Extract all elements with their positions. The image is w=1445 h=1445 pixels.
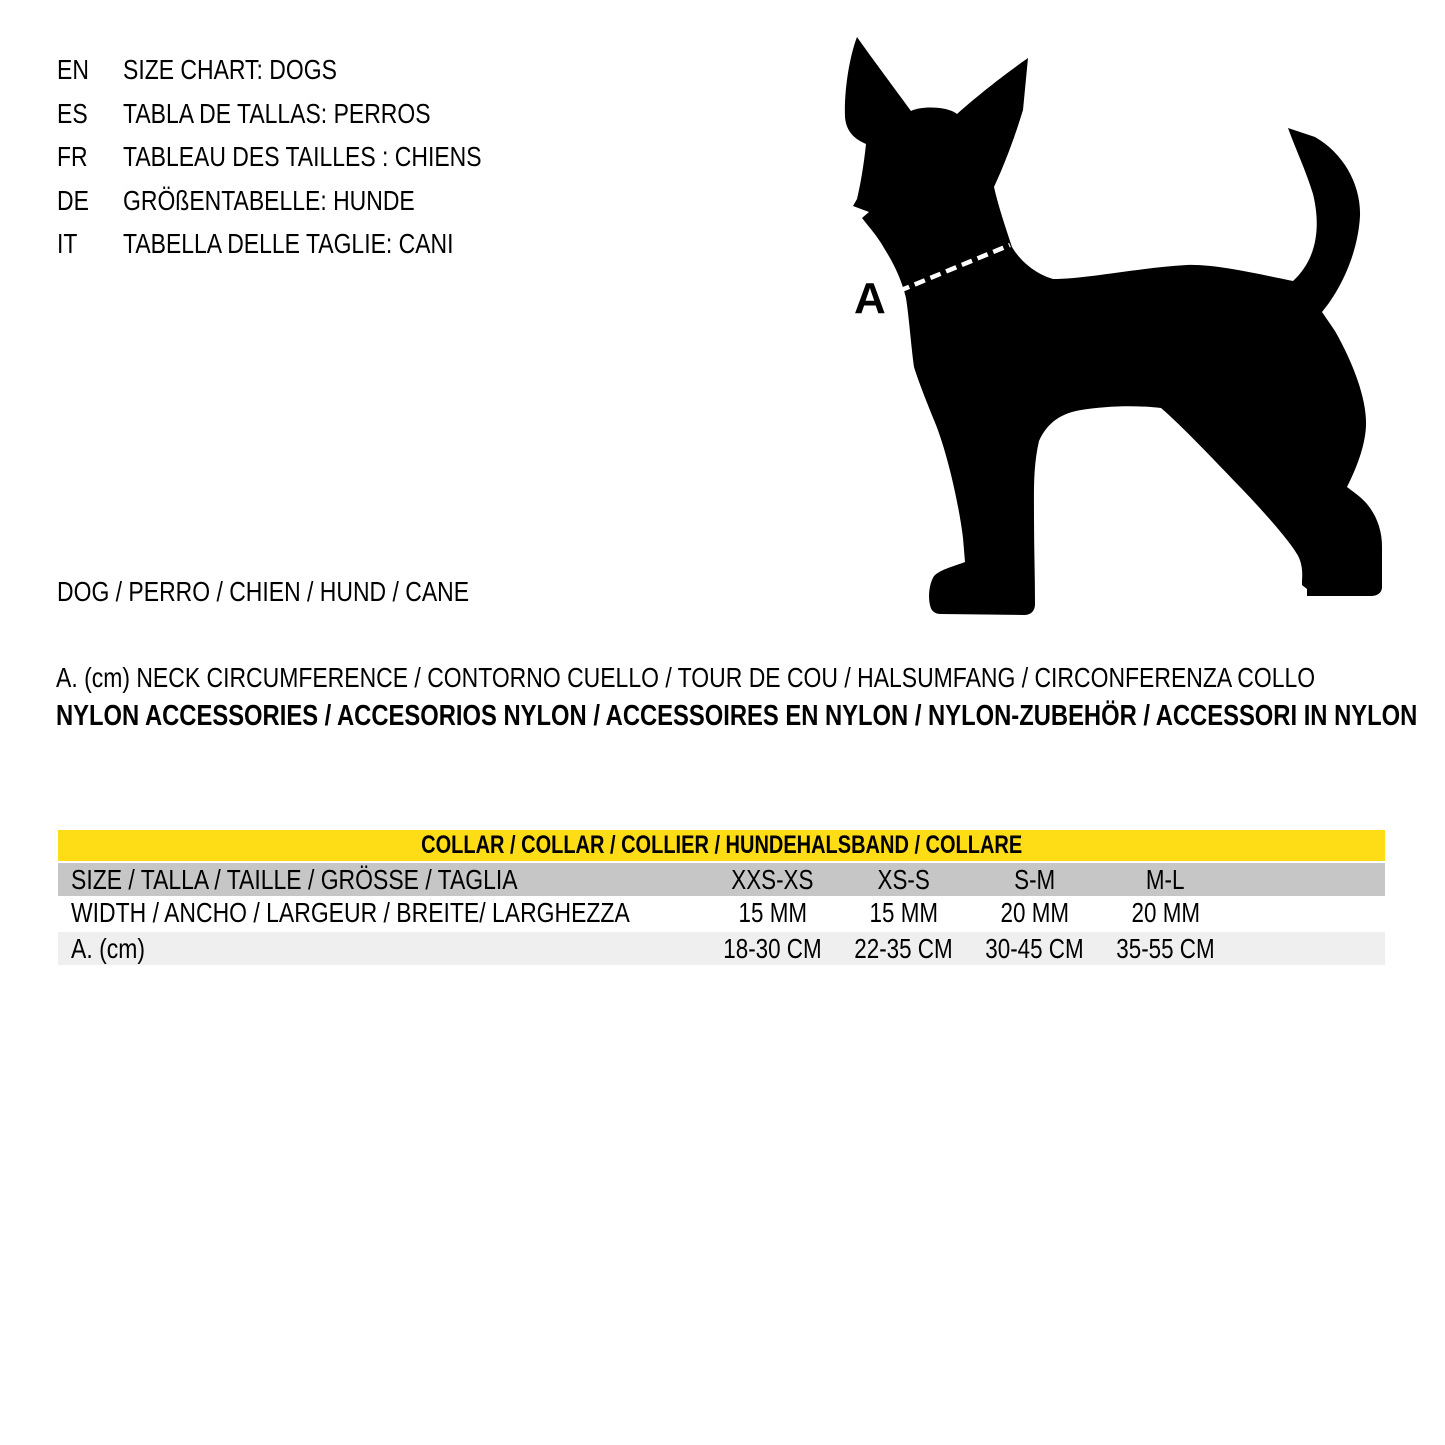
table-row-neck-cm	[58, 932, 1385, 965]
table-header-label: COLLAR / COLLAR / COLLIER / HUNDEHALSBAND / COLLARE	[420, 831, 1023, 859]
language-code: FR	[57, 141, 88, 172]
neck-cm-cell: 30-45 CM	[985, 933, 1084, 964]
language-code: IT	[57, 228, 78, 259]
neck-cm-cell: 35-55 CM	[1116, 933, 1215, 964]
neck-cm-cell: 22-35 CM	[854, 933, 953, 964]
size-cell: XS-S	[877, 864, 930, 895]
row-label-neck-cm: A. (cm)	[71, 933, 145, 964]
nylon-accessories-note: NYLON ACCESSORIES / ACCESORIOS NYLON / ACCESSOIRES EN NYLON / NYLON-ZUBEHÖR / ACCESSORI IN NYLON	[56, 700, 1418, 732]
page-title-fr: TABLEAU DES TAILLES : CHIENS	[123, 141, 482, 172]
neck-cm-cell: 18-30 CM	[723, 933, 822, 964]
measure-label-a: A	[854, 274, 886, 323]
language-code: DE	[57, 184, 89, 216]
page-title: SIZE CHART: DOGS	[123, 54, 337, 85]
row-label-width: WIDTH / ANCHO / LARGEUR / BREITE/ LARGHEZZA	[71, 897, 630, 928]
table-row-width	[58, 896, 1385, 930]
width-cell: 15 MM	[738, 897, 807, 928]
size-cell: M-L	[1146, 864, 1185, 895]
page-title-es: TABLA DE TALLAS: PERROS	[123, 97, 431, 129]
width-cell: 15 MM	[869, 897, 938, 928]
figure-caption: DOG / PERRO / CHIEN / HUND / CANE	[57, 576, 470, 607]
table-header-row	[58, 830, 1385, 861]
language-code: ES	[57, 97, 88, 129]
page-title-it: TABELLA DELLE TAGLIE: CANI	[123, 228, 454, 259]
collar-size-table	[58, 830, 1385, 965]
neck-circumference-note: A. (cm) NECK CIRCUMFERENCE / CONTORNO CUELLO / TOUR DE COU / HALSUMFANG / CIRCONFERENZA COLLO	[56, 662, 1316, 693]
dog-silhouette	[845, 37, 1382, 615]
row-label-size: SIZE / TALLA / TAILLE / GRÖSSE / TAGLIA	[71, 864, 518, 895]
size-cell: XXS-XS	[731, 864, 814, 895]
language-code: EN	[57, 54, 89, 85]
width-cell: 20 MM	[1131, 897, 1200, 928]
page-title-de: GRÖßENTABELLE: HUNDE	[123, 184, 415, 216]
table-row-size	[58, 863, 1385, 896]
width-cell: 20 MM	[1000, 897, 1069, 928]
size-cell: S-M	[1013, 864, 1056, 895]
dog-silhouette-figure	[835, 25, 1395, 625]
